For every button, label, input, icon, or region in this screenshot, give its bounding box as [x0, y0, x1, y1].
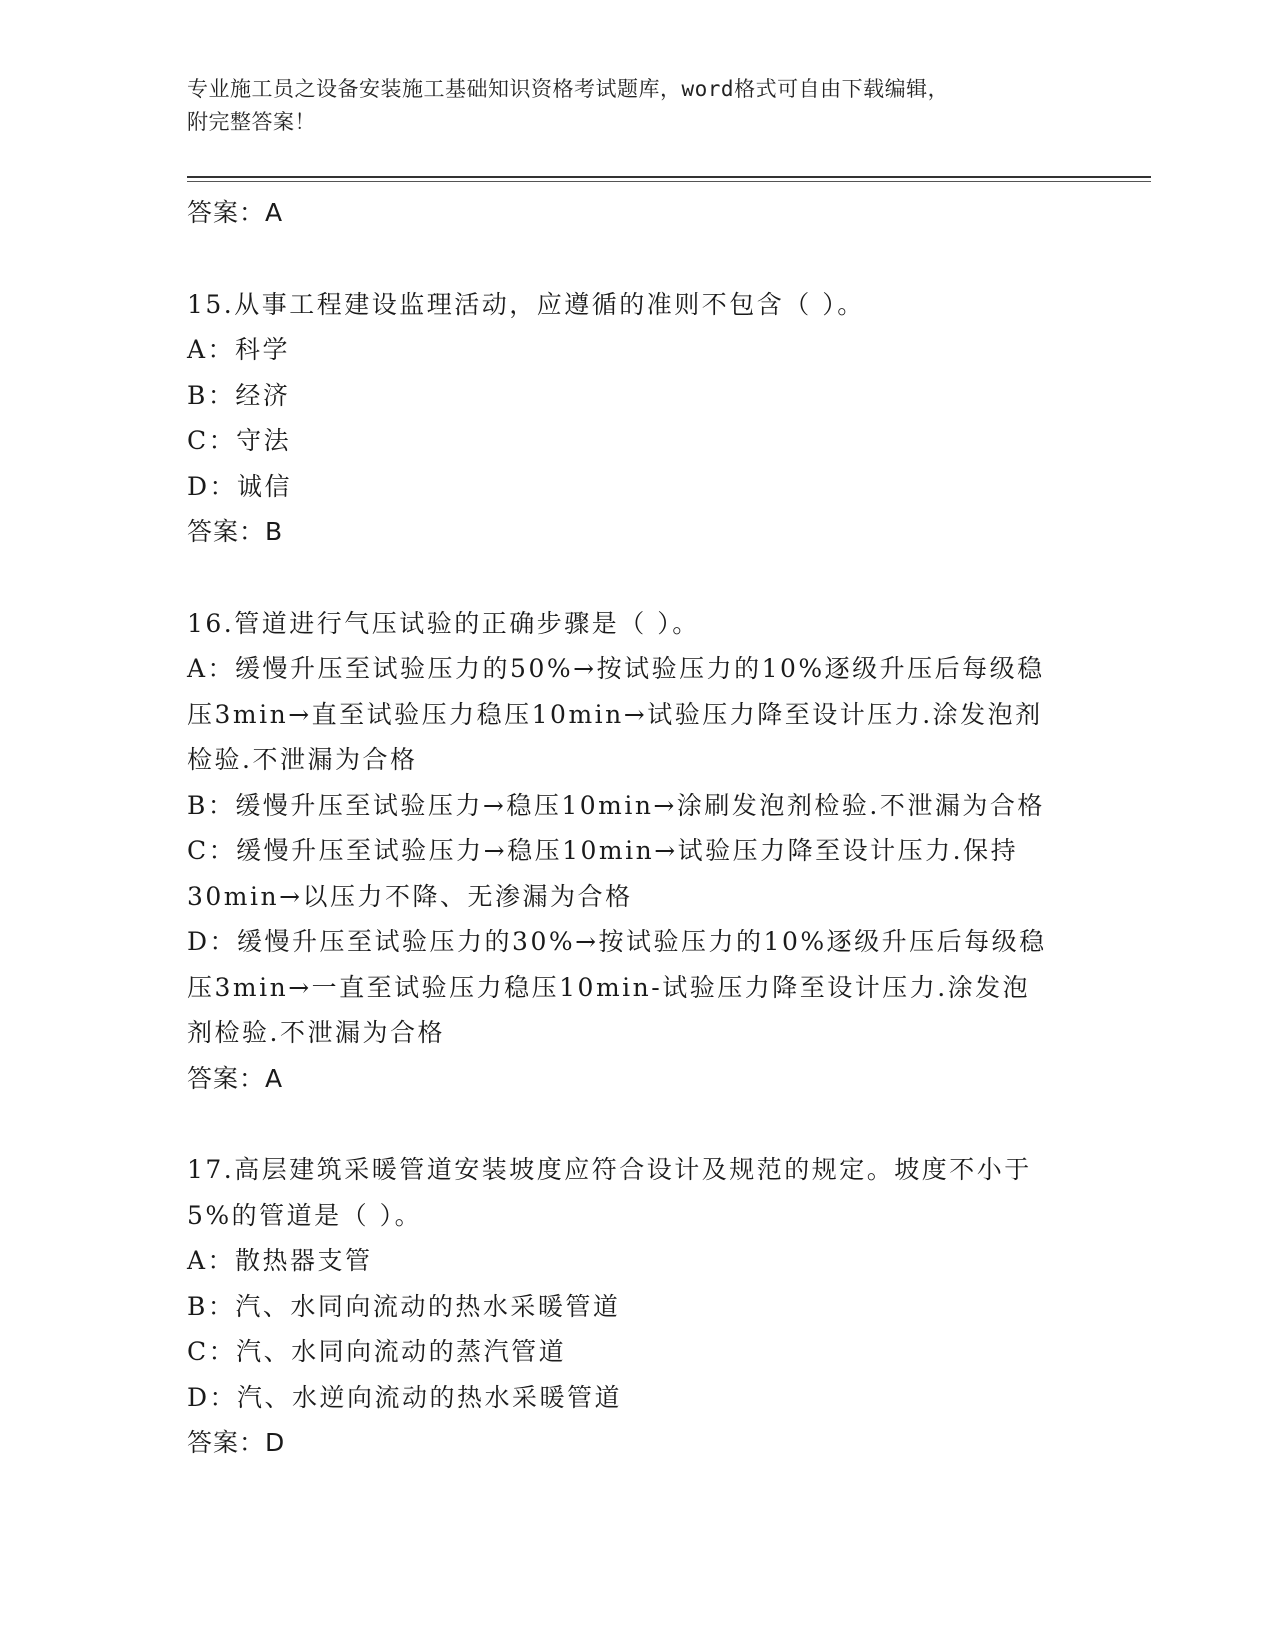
option-d: D：缓慢升压至试验压力的30%→按试验压力的10%逐级升压后每级稳 [187, 927, 1047, 956]
header-divider [187, 176, 1151, 178]
header-line-2: 附完整答案！ [187, 110, 316, 134]
option-a-cont: 压3min→直至试验压力稳压10min→试验压力降至设计压力.涂发泡剂 [187, 699, 1043, 729]
option-c: C：守法 [187, 426, 292, 455]
spacer [187, 236, 1087, 282]
option-a: A：散热器支管 [187, 1246, 373, 1275]
option-a-cont: 检验.不泄漏为合格 [187, 745, 418, 774]
previous-answer: 答案：A [187, 198, 284, 227]
question-17 [187, 1147, 1087, 1466]
option-d: D：诚信 [187, 471, 293, 501]
answer: 答案：D [187, 1428, 286, 1457]
question-stem: 17.高层建筑采暖管道安装坡度应符合设计及规范的规定。坡度不小于 [187, 1155, 1032, 1184]
question-stem-cont: 5%的管道是（ ）。 [187, 1200, 423, 1230]
question-stem: 16.管道进行气压试验的正确步骤是（ ）。 [187, 608, 700, 638]
header-line-1: 专业施工员之设备安装施工基础知识资格考试题库，word格式可自由下载编辑， [187, 77, 950, 101]
option-c-cont: 30min→以压力不降、无渗漏为合格 [187, 881, 633, 911]
answer: 答案：B [187, 517, 284, 546]
option-b: B：汽、水同向流动的热水采暖管道 [187, 1291, 621, 1321]
question-stem: 15.从事工程建设监理活动，应遵循的准则不包含（ ）。 [187, 289, 865, 319]
option-b: B：缓慢升压至试验压力→稳压10min→涂刷发泡剂检验.不泄漏为合格 [187, 790, 1045, 820]
spacer [187, 1101, 1087, 1147]
option-d-cont: 剂检验.不泄漏为合格 [187, 1018, 445, 1047]
option-b: B：经济 [187, 380, 291, 410]
header-divider-thin [187, 181, 1151, 182]
spacer [187, 555, 1087, 601]
question-15 [187, 282, 1087, 555]
option-a: A：缓慢升压至试验压力的50%→按试验压力的10%逐级升压后每级稳 [187, 654, 1045, 683]
option-c: C：汽、水同向流动的蒸汽管道 [187, 1337, 567, 1366]
option-d: D：汽、水逆向流动的热水采暖管道 [187, 1382, 623, 1412]
answer: 答案：A [187, 1063, 284, 1093]
option-c: C：缓慢升压至试验压力→稳压10min→试验压力降至设计压力.保持 [187, 836, 1019, 865]
page-header [187, 73, 1087, 139]
option-d-cont: 压3min→一直至试验压力稳压10min-试验压力降至设计压力.涂发泡 [187, 972, 1031, 1002]
option-a: A：科学 [187, 335, 291, 364]
question-list [187, 190, 1087, 1466]
question-16 [187, 601, 1087, 1102]
